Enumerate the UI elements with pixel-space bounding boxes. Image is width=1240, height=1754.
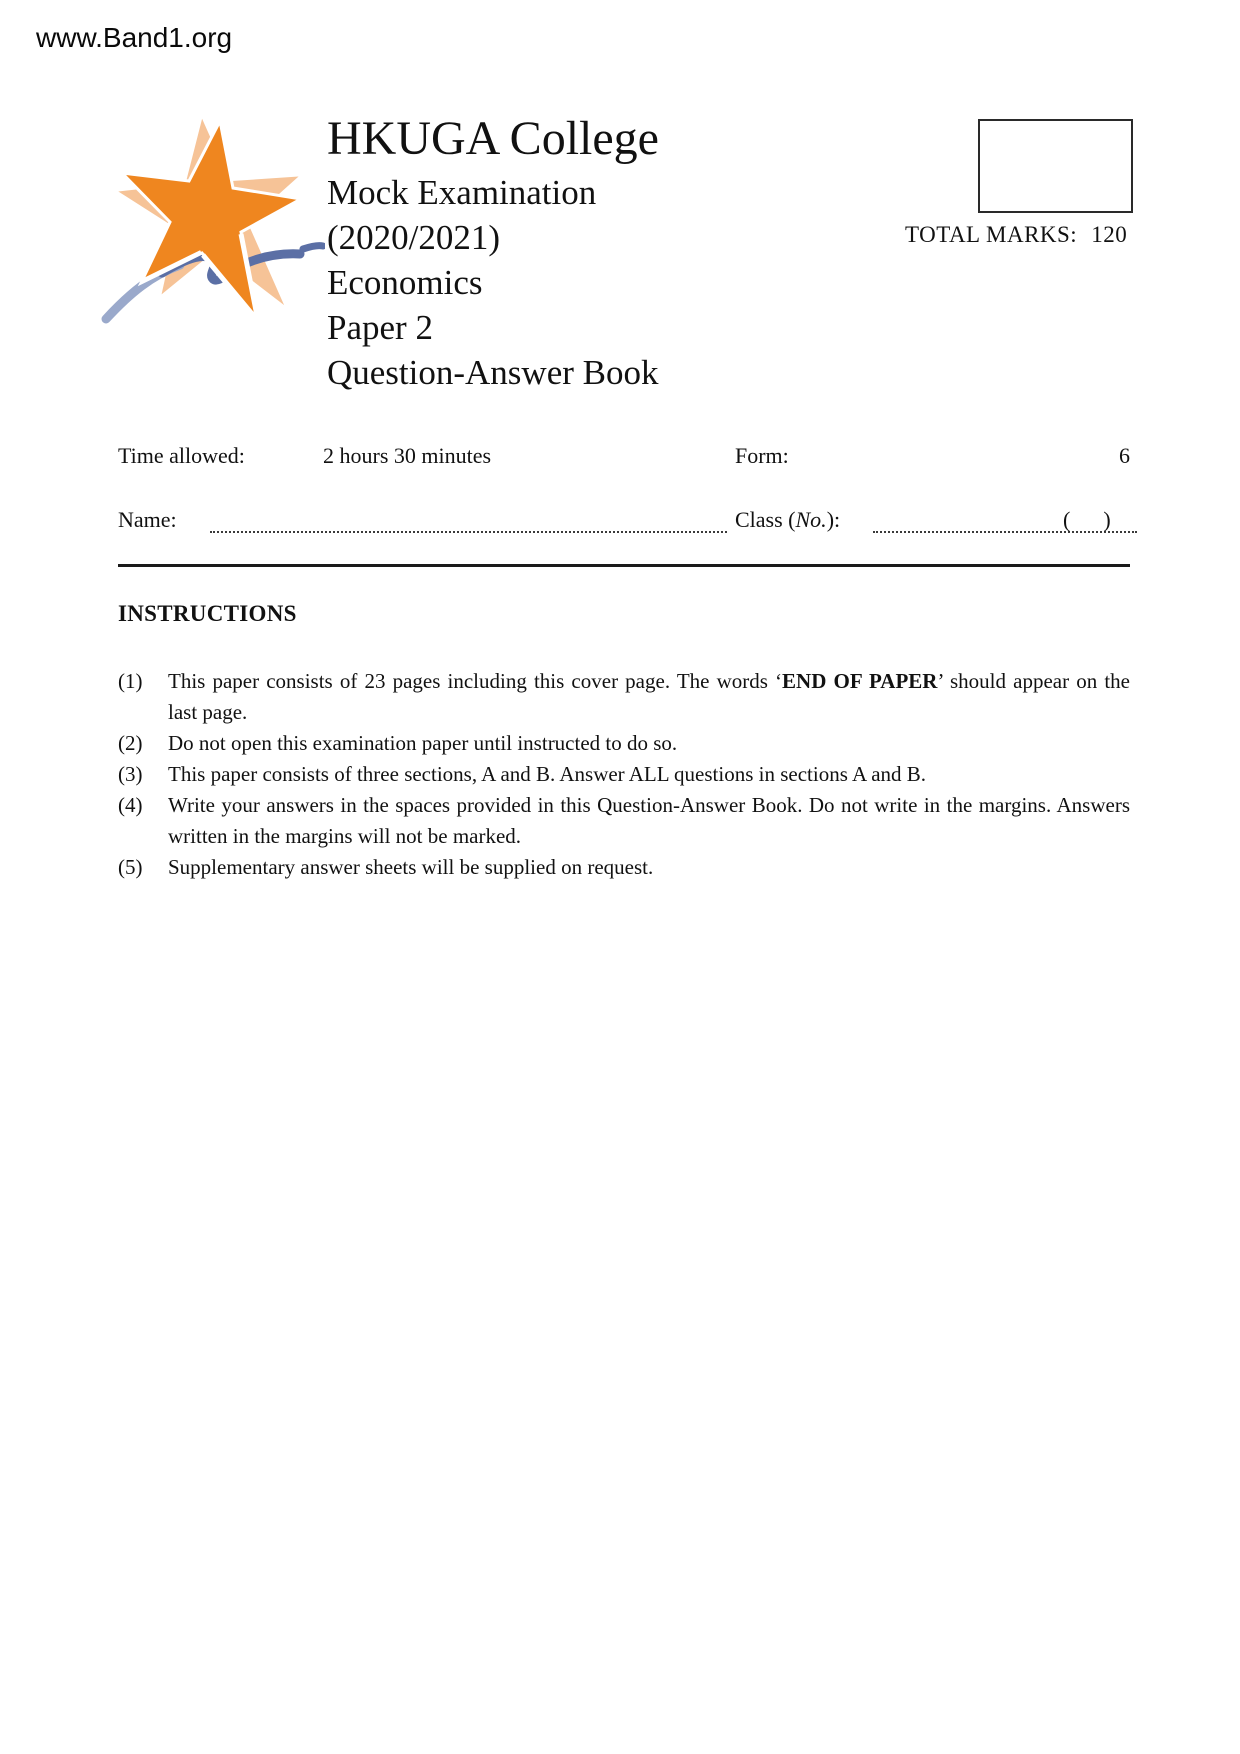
class-label: [735, 508, 840, 532]
time-allowed-label: Time allowed:: [118, 443, 245, 468]
name-label: Name:: [118, 507, 177, 532]
subject-name: Economics: [327, 263, 483, 302]
class-label-no: No.: [795, 507, 827, 532]
instruction-text: Supplementary answer sheets will be supplied on request.: [168, 855, 654, 879]
total-marks-label: TOTAL MARKS:: [905, 222, 1078, 247]
exam-year: (2020/2021): [327, 218, 501, 257]
instruction-text: Do not open this examination paper until instructed to do so.: [168, 731, 678, 755]
instruction-number: (5): [118, 855, 143, 879]
instruction-text-post: ’ should appear on the last page.: [168, 669, 1130, 724]
total-marks: [905, 222, 1127, 248]
total-marks-value: 120: [1091, 222, 1128, 247]
instruction-item-5: [118, 852, 1130, 883]
instructions-heading: INSTRUCTIONS: [118, 601, 297, 626]
marks-entry-box: [978, 119, 1133, 213]
instruction-number: (1): [118, 669, 143, 693]
divider-rule: [118, 564, 1130, 567]
school-name: HKUGA College: [327, 112, 659, 165]
exam-name: Mock Examination: [327, 173, 597, 212]
instruction-item-4: [118, 790, 1130, 852]
instruction-number: (3): [118, 762, 143, 786]
form-label: Form:: [735, 443, 789, 468]
class-label-post: ):: [826, 507, 841, 532]
paper-number: Paper 2: [327, 308, 433, 347]
instruction-number: (4): [118, 793, 143, 817]
instruction-item-3: [118, 759, 1130, 790]
instruction-number: (2): [118, 731, 143, 755]
end-of-paper-bold: END OF PAPER: [782, 669, 938, 693]
time-allowed-value: 2 hours 30 minutes: [323, 443, 492, 468]
site-watermark: www.Band1.org: [36, 22, 233, 53]
instruction-item-1: [118, 666, 1130, 728]
title-block: [327, 112, 887, 395]
name-entry-line: [210, 531, 727, 533]
instruction-text: This paper consists of three sections, A and B. Answer ALL questions in sections A and B.: [168, 762, 927, 786]
instructions-list: [118, 666, 1130, 883]
instruction-text: Write your answers in the spaces provided in this Question-Answer Book. Do not write in the margins. Answers written in the margins will not be marked.: [168, 793, 1130, 848]
form-value: 6: [1119, 443, 1130, 468]
instruction-text-pre: This paper consists of 23 pages including this cover page. The words ‘: [168, 669, 783, 693]
class-label-pre: Class (: [735, 507, 796, 532]
book-type: Question-Answer Book: [327, 353, 659, 392]
instruction-item-2: [118, 728, 1130, 759]
school-logo: [100, 103, 325, 328]
instruction-text: [168, 666, 1130, 728]
class-number-parens: ( ): [1063, 507, 1111, 532]
